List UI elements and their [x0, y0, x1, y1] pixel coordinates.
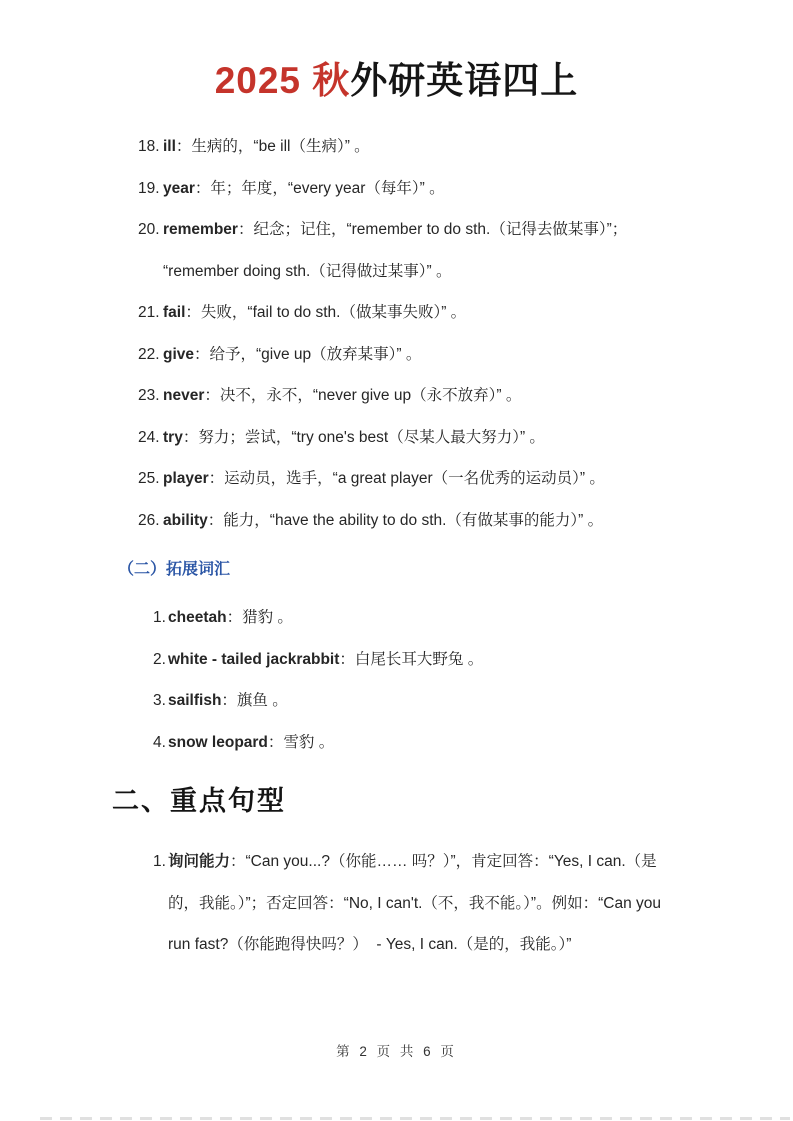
list-item — [153, 639, 678, 681]
item-text — [168, 841, 678, 966]
item-number: 18. — [138, 138, 160, 155]
item-definition: ：运动员，选手，“a great player（一名优秀的运动员）” 。 — [208, 470, 605, 487]
section-heading-extended-vocab: （二）拓展词汇 — [118, 561, 231, 578]
item-definition: ：纪念；记住，“remember to do sth.（记得去做某事）”； “remember doing sth.（记得做过某事）” 。 — [163, 221, 628, 280]
item-definition: ：旗鱼 。 — [221, 692, 288, 709]
section-heading-key-sentences: 二、重点句型 — [112, 786, 286, 816]
core-vocab-list — [138, 126, 673, 541]
list-item — [153, 722, 678, 764]
item-text — [168, 722, 678, 764]
item-definition: ：决不，永不，“never give up（永不放弃）” 。 — [204, 387, 522, 404]
extended-vocab-list — [153, 597, 678, 763]
list-item — [138, 375, 673, 417]
list-item — [138, 168, 673, 210]
item-definition: ：猎豹 。 — [226, 609, 293, 626]
item-number: 24. — [138, 428, 160, 446]
item-word: white - tailed jackrabbit — [168, 650, 340, 668]
item-text — [163, 209, 673, 292]
list-item — [138, 209, 673, 292]
item-text — [168, 680, 678, 722]
item-text — [163, 500, 673, 542]
item-word: never — [163, 387, 205, 404]
item-word: cheetah — [168, 609, 227, 626]
item-word: try — [163, 428, 183, 446]
page-title — [0, 50, 793, 104]
item-text — [163, 375, 673, 417]
page-number-footer: 第 2 页 共 6 页 — [336, 1044, 457, 1059]
list-item — [153, 680, 678, 722]
item-number: 3. — [153, 692, 166, 709]
item-text — [163, 126, 673, 168]
item-definition: ：努力；尝试，“try one's best（尽某人最大努力）” 。 — [182, 428, 545, 446]
item-number: 4. — [153, 733, 166, 751]
item-definition: ：年；年度，“every year（每年）” 。 — [194, 179, 445, 197]
list-item — [153, 841, 678, 966]
list-item — [153, 597, 678, 639]
list-item — [138, 292, 673, 334]
item-definition: ：“Can you...?（你能…… 吗？）”，肯定回答：“Yes, I can.（是的，我能。）”；否定回答：“No, I can't.（不，我不能。）”。例如：“Can you run fast?（你能跑得快吗？） - Yes, I can.（是的，我能。）” — [168, 853, 666, 953]
item-number: 1. — [153, 853, 166, 870]
item-definition: ：雪豹 。 — [267, 733, 335, 751]
item-definition: ：白尾长耳大野兔 。 — [339, 650, 484, 668]
list-item — [138, 500, 673, 542]
page-title-highlight: 2025 秋 — [214, 60, 351, 101]
item-number: 1. — [153, 609, 166, 626]
item-word: year — [163, 179, 195, 197]
item-text — [163, 292, 673, 334]
item-text — [163, 417, 673, 459]
cutoff-text-artifact — [40, 1117, 790, 1120]
item-word: 询问能力 — [168, 853, 231, 870]
item-word: sailfish — [168, 692, 222, 709]
item-text — [168, 597, 678, 639]
item-word: fail — [163, 304, 186, 321]
item-number: 23. — [138, 387, 160, 404]
item-word: player — [163, 470, 209, 487]
list-item — [138, 458, 673, 500]
list-item — [138, 417, 673, 459]
item-text — [163, 334, 673, 376]
item-word: give — [163, 345, 195, 363]
page-title-rest: 外研英语四上 — [350, 60, 579, 101]
item-text — [163, 168, 673, 210]
item-definition: ：生病的，“be ill（生病）” 。 — [175, 138, 370, 155]
item-definition: ：失败，“fail to do sth.（做某事失败）” 。 — [185, 304, 467, 321]
list-item — [138, 126, 673, 168]
item-text — [168, 639, 678, 681]
item-number: 2. — [153, 650, 166, 668]
item-text — [163, 458, 673, 500]
item-word: ability — [163, 511, 208, 529]
item-number: 25. — [138, 470, 160, 487]
item-word: remember — [163, 221, 238, 238]
item-number: 22. — [138, 345, 160, 363]
item-definition: ：给予，“give up（放弃某事）” 。 — [194, 345, 422, 363]
item-number: 21. — [138, 304, 160, 321]
key-sentences-list — [153, 841, 678, 966]
item-number: 26. — [138, 511, 160, 529]
item-word: ill — [163, 138, 176, 155]
item-number: 20. — [138, 221, 160, 238]
item-number: 19. — [138, 179, 160, 197]
list-item — [138, 334, 673, 376]
item-word: snow leopard — [168, 733, 268, 751]
item-definition: ：能力，“have the ability to do sth.（有做某事的能力）” 。 — [207, 511, 604, 529]
